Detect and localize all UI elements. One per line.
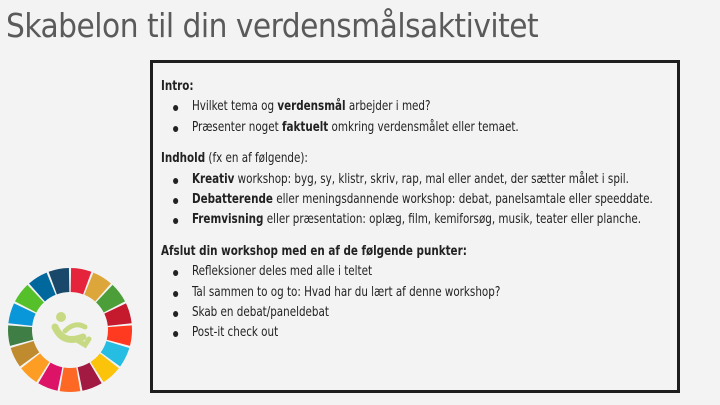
- people-circle-icon: [40, 300, 100, 360]
- indhold-list: [161, 170, 686, 231]
- afslut-list: [161, 262, 686, 344]
- list-item: Kreativ workshop: byg, sy, klistr, skriv, rap, mal eller andet, der sætter målet i spil.: [171, 170, 685, 190]
- template-content: [161, 77, 686, 355]
- list-item: Debatterende eller meningsdannende workshop: debat, panelsamtale eller speeddate.: [171, 190, 685, 210]
- sdg-wheel-logo: [5, 265, 135, 395]
- list-item: Fremvisning eller præsentation: oplæg, film, kemiforsøg, musik, teater eller planche.: [171, 210, 685, 230]
- slide-title: Skabelon til din verdensmålsaktivitet: [6, 6, 539, 45]
- template-box: [150, 60, 680, 393]
- intro-list: [161, 97, 686, 138]
- indhold-heading: Indhold (fx en af følgende):: [161, 151, 308, 167]
- intro-section: [161, 77, 686, 138]
- list-item: Hvilket tema og verdensmål arbejder i med?: [171, 97, 685, 117]
- indhold-section: [161, 149, 686, 231]
- list-item: Skab en debat/paneldebat: [171, 303, 685, 323]
- list-item: Præsenter noget faktuelt omkring verdensmålet eller temaet.: [171, 118, 685, 138]
- afslut-section: [161, 242, 686, 344]
- intro-heading: Intro:: [161, 79, 194, 94]
- wheel-segment: [60, 367, 81, 392]
- list-item: Post-it check out: [171, 323, 685, 343]
- afslut-heading: Afslut din workshop med en af de følgende punkter:: [161, 243, 467, 259]
- list-item: Tal sammen to og to: Hvad har du lært af denne workshop?: [171, 283, 685, 303]
- list-item: Refleksioner deles med alle i teltet: [171, 262, 685, 282]
